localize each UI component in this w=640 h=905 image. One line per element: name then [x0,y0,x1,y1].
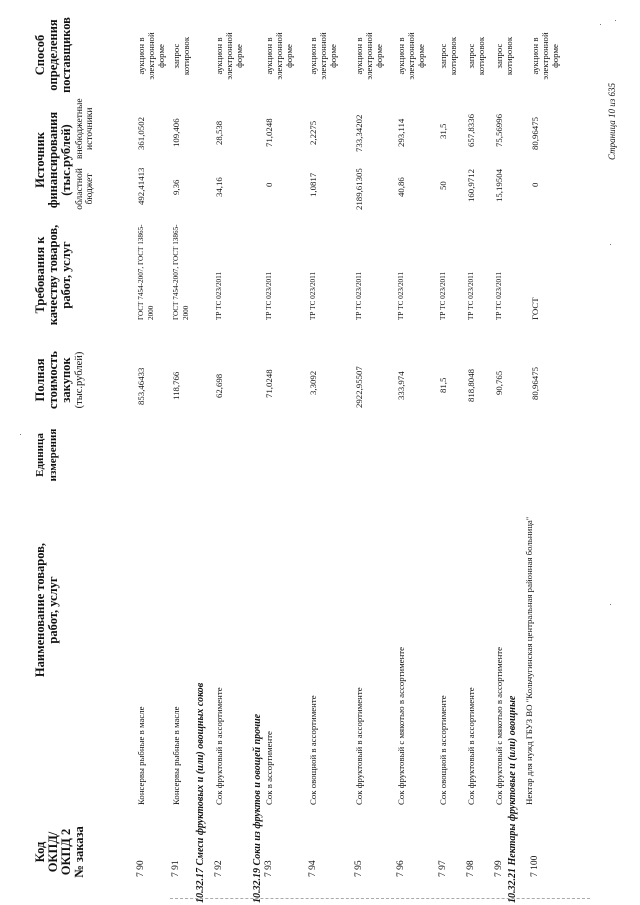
row-cost: 118,766 [171,371,181,400]
row-other: 293,114 [396,118,406,147]
row-number: 7 100 [530,855,540,877]
row-number: 7 95 [354,860,364,877]
row-number: 7 98 [466,860,476,877]
header-fin-other [75,98,95,159]
row-other: 361,0502 [136,117,146,150]
row-regional: 2189,61305 [354,168,364,210]
row-requirements: ТР ТС 023/2011 [265,271,273,320]
row-name: Сок в ассортименте [264,731,274,805]
scan-edge-line [170,897,590,899]
header-method-line: поставщиков [59,17,73,93]
row-method: аукцион в электронной форме [264,32,294,80]
header-requirements [34,220,73,330]
header-method [34,5,73,105]
row-method: запрос котировок [466,36,486,76]
row-requirements: ГОСТ [530,297,540,320]
row-number: 7 96 [396,860,406,877]
row-regional: 34,16 [214,177,224,197]
row-other: 31,5 [438,123,448,139]
row-cost: 71,0248 [264,369,274,398]
header-unit [34,415,60,495]
row-number: 7 91 [171,860,181,877]
row-number: 7 92 [214,860,224,877]
page-footer: Страница 10 из 635 [607,83,617,160]
row-regional: 40,86 [396,177,406,197]
row-name: Сок фруктовый в ассортименте [466,687,476,805]
row-number: 7 93 [264,860,274,877]
section-header [508,696,519,903]
row-requirements: ТР ТС 023/2011 [397,271,405,320]
row-cost: 3,3092 [308,370,318,395]
row-number: 7 94 [308,860,318,877]
scan-speck [610,604,611,605]
row-name: Консервы рыбные в масле [136,706,146,805]
scan-speck [600,24,601,25]
header-cost [34,340,86,420]
row-regional: 15,19504 [494,169,504,202]
row-regional: 50 [438,181,448,190]
row-cost: 333,974 [396,371,406,400]
row-requirements: ТР ТС 023/2011 [215,271,223,320]
row-method: запрос котировок [171,36,191,76]
header-fin-regional: областной бюджет [75,168,95,210]
row-requirements: ТР ТС 023/2011 [309,271,317,320]
row-cost: 62,698 [214,373,224,398]
header-unit-line: Единица [34,433,46,477]
header-req-line: Требования к [33,236,47,314]
row-method: аукцион в электронной форме [308,32,338,80]
row-name: Сок овощной в ассортименте [438,695,448,805]
row-method: аукцион в электронной форме [354,32,384,80]
row-requirements: ГОСТ 7454-2007, ГОСТ 13865-2000 [137,224,155,320]
row-name: Сок фруктовый с мякотью в ассортименте [494,646,504,805]
row-other: 657,8336 [466,114,476,147]
header-method-line: Способ [33,34,47,76]
header-code-line: ОКПД 2 [59,828,73,876]
header-fin-line: финансирования [46,111,60,209]
section-header [253,714,264,903]
row-method: запрос котировок [438,36,458,76]
section-code: 10.32.19 [252,868,263,903]
row-regional: 492,41413 [136,167,146,205]
scan-speck [610,244,611,245]
header-financing [34,105,73,215]
header-code-line: Код [33,841,47,863]
row-cost: 81,5 [438,377,448,393]
row-cost: 90,765 [494,370,504,395]
section-title: Смеси фруктовых и (или) овощных соков [195,682,206,866]
header-name-line: Наименование товаров, [33,542,47,678]
section-title: Соки из фруктов и овощей прочие [252,713,263,866]
row-method: аукцион в электронной форме [530,32,560,80]
row-name: Нектар для нужд ГБУЗ ВО "Кольчугинская центральная районная больница" [524,516,534,805]
row-cost: 818,8048 [466,369,476,402]
row-other: 80,96475 [530,117,540,150]
header-code-line: № заказа [72,826,86,878]
row-requirements: ТР ТС 023/2011 [467,271,475,320]
header-method-line: определения [46,19,60,91]
row-other: 2,2275 [308,120,318,145]
row-other: 28,538 [214,120,224,145]
header-fin-other-line: источники [85,107,95,150]
header-cost-line: Полная [33,358,47,402]
header-cost-line: (тыс.рублей) [74,351,85,409]
section-header [196,683,207,903]
row-other: 733,34202 [354,114,364,152]
row-method: аукцион в электронной форме [136,32,166,80]
header-req-line: работ, услуг [59,241,73,309]
row-other: 109,406 [171,118,181,147]
row-regional: 1,0817 [308,172,318,197]
row-requirements: ТР ТС 023/2011 [439,271,447,320]
section-code: 10.32.17 [195,868,206,903]
row-requirements: ТР ТС 023/2011 [495,271,503,320]
row-name: Консервы рыбные в масле [171,706,181,805]
section-title: Нектары фруктовые и (или) овощные [507,695,518,866]
row-cost: 2922,95507 [354,366,364,408]
row-regional: 160,9712 [466,169,476,202]
row-name: Сок фруктовый в ассортименте [354,687,364,805]
header-code [34,817,86,887]
row-requirements: ТР ТС 023/2011 [355,271,363,320]
row-number: 7 90 [136,860,146,877]
row-name: Сок фруктовый в ассортименте [214,687,224,805]
row-regional: 0 [530,182,540,187]
row-number: 7 97 [438,860,448,877]
header-req-line: качеству товаров, [46,224,60,326]
row-other: 75,56996 [494,114,504,147]
row-name: Сок фруктовый с мякотью в ассортименте [396,646,406,805]
header-cost-line: закупок [59,357,73,403]
row-number: 7 99 [494,860,504,877]
header-fin-line: Источник [33,132,47,188]
scan-speck [615,20,616,21]
section-code: 10.32.21 [507,868,518,903]
header-fin-line: (тыс.рублей) [59,124,73,196]
row-requirements: ГОСТ 7454-2007, ГОСТ 13865-2000 [172,224,190,320]
row-other: 71,0248 [264,118,274,147]
row-cost: 80,96475 [530,367,540,400]
row-regional: 0 [264,182,274,187]
header-name-line: работ, услуг [46,576,60,644]
row-method: запрос котировок [494,36,514,76]
scan-speck [20,434,21,435]
header-fin-other-line: внебюджетные [75,98,85,159]
row-method: аукцион в электронной форме [396,32,426,80]
header-code-line: ОКПД/ [46,831,60,873]
row-regional: 9,36 [171,179,181,195]
header-cost-line: стоимость [46,351,60,409]
header-unit-line: измерения [47,428,59,482]
row-method: аукцион в электронной форме [214,32,244,80]
row-cost: 853,46433 [136,367,146,405]
header-name [34,530,60,690]
row-name: Сок овощной в ассортименте [308,695,318,805]
